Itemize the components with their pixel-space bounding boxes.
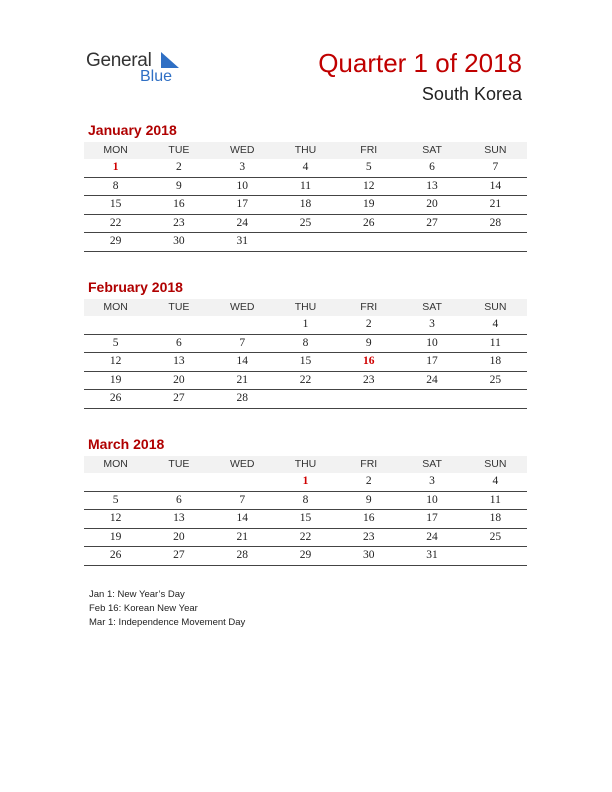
- date-cell: [400, 390, 463, 408]
- date-cell: [337, 390, 400, 408]
- weekday-label: SUN: [484, 301, 507, 313]
- date-cell: [147, 473, 210, 491]
- date-cell: 12: [109, 512, 122, 524]
- weekday-header-row: [84, 456, 527, 473]
- date-cell: 29: [299, 549, 312, 561]
- date-cell: 22: [299, 530, 312, 543]
- weekday-label: SUN: [484, 458, 507, 470]
- date-cell: 18: [299, 198, 312, 210]
- date-cell: 27: [426, 216, 438, 229]
- month-grid: [84, 142, 527, 252]
- date-cell: 21: [236, 373, 248, 386]
- date-cell: 11: [489, 336, 501, 349]
- date-cell: 25: [489, 530, 502, 543]
- date-cell: 19: [109, 373, 122, 386]
- date-cell: [274, 390, 337, 408]
- holiday-date-cell: 1: [112, 161, 119, 173]
- holiday-date-cell: 1: [302, 475, 309, 487]
- date-cell: 17: [236, 198, 248, 210]
- month-grid: [84, 456, 527, 566]
- date-cell: 25: [299, 216, 312, 229]
- date-cell: 24: [426, 530, 438, 543]
- month-block-march: [84, 435, 527, 566]
- date-cell: 26: [109, 549, 122, 561]
- week-row: [84, 215, 527, 234]
- holiday-note: Feb 16: Korean New Year: [89, 603, 198, 614]
- date-cell: [337, 233, 400, 251]
- date-cell: 13: [173, 355, 185, 367]
- date-cell: 17: [426, 355, 438, 367]
- week-row: [84, 372, 527, 391]
- weekday-label: SAT: [422, 144, 442, 156]
- date-cell: 22: [299, 373, 312, 386]
- week-row: [84, 233, 527, 252]
- date-cell: 9: [365, 336, 372, 349]
- date-cell: 14: [489, 179, 502, 192]
- date-cell: [84, 473, 147, 491]
- date-cell: 10: [236, 179, 248, 192]
- country-name: South Korea: [421, 84, 522, 104]
- date-cell: 19: [363, 198, 375, 210]
- date-cell: 6: [176, 336, 182, 349]
- date-cell: 6: [429, 161, 435, 173]
- date-cell: 26: [109, 392, 122, 404]
- date-cell: 13: [426, 179, 438, 192]
- week-row: [84, 196, 527, 215]
- date-cell: 10: [426, 493, 438, 506]
- month-title: February 2018: [88, 279, 183, 295]
- holiday-note: Jan 1: New Year’s Day: [89, 589, 185, 600]
- date-cell: 13: [173, 512, 185, 524]
- week-row: [84, 510, 527, 529]
- date-cell: 23: [363, 530, 375, 543]
- date-cell: 9: [176, 179, 182, 192]
- weekday-label: MON: [103, 458, 128, 470]
- weekday-label: WED: [229, 144, 255, 156]
- date-cell: 16: [173, 198, 185, 210]
- date-cell: 24: [426, 373, 438, 386]
- date-cell: 28: [236, 549, 248, 561]
- date-cell: 8: [112, 179, 119, 192]
- date-cell: [464, 547, 527, 565]
- date-cell: [211, 316, 274, 334]
- week-row: [84, 335, 527, 354]
- weekday-label: THU: [294, 301, 317, 313]
- weekday-label: MON: [103, 301, 128, 313]
- date-cell: 16: [363, 512, 375, 524]
- date-cell: 22: [109, 216, 122, 229]
- date-cell: 19: [109, 530, 122, 543]
- date-cell: 8: [302, 336, 309, 349]
- date-cell: 30: [173, 235, 185, 247]
- date-cell: [400, 233, 463, 251]
- date-cell: 10: [426, 336, 438, 349]
- week-row: [84, 492, 527, 511]
- date-cell: 28: [236, 392, 248, 404]
- weekday-label: FRI: [360, 301, 378, 313]
- week-row: [84, 547, 527, 566]
- weekday-label: THU: [294, 458, 317, 470]
- date-cell: 23: [363, 373, 375, 386]
- date-cell: 2: [365, 318, 372, 330]
- date-cell: 2: [365, 475, 372, 487]
- month-block-february: [84, 278, 527, 409]
- date-cell: 5: [365, 161, 372, 173]
- weekday-label: TUE: [168, 301, 190, 313]
- week-row: [84, 390, 527, 409]
- date-cell: 23: [173, 216, 185, 229]
- week-row: [84, 353, 527, 372]
- date-cell: 11: [489, 493, 501, 506]
- weekday-label: MON: [103, 144, 128, 156]
- date-cell: 24: [236, 216, 248, 229]
- weekday-header-row: [84, 142, 527, 159]
- date-cell: 1: [302, 318, 309, 330]
- date-cell: 27: [173, 392, 185, 404]
- weekday-label: SAT: [422, 458, 442, 470]
- date-cell: 12: [363, 179, 375, 192]
- date-cell: 12: [109, 355, 122, 367]
- weekday-label: WED: [229, 458, 255, 470]
- date-cell: 2: [176, 161, 182, 173]
- generalblue-logo: [86, 50, 196, 90]
- logo-text-blue: Blue: [140, 68, 173, 85]
- month-title: January 2018: [88, 122, 177, 138]
- date-cell: 6: [176, 493, 182, 506]
- weekday-label: FRI: [360, 144, 378, 156]
- date-cell: 8: [302, 493, 309, 506]
- date-cell: 26: [363, 216, 375, 229]
- month-grid: [84, 299, 527, 409]
- date-cell: [84, 316, 147, 334]
- date-cell: 5: [112, 336, 119, 349]
- month-block-january: [84, 121, 527, 252]
- date-cell: 14: [236, 355, 248, 367]
- date-cell: 17: [426, 512, 438, 524]
- date-cell: 14: [236, 512, 248, 524]
- date-cell: 5: [112, 493, 119, 506]
- date-cell: 4: [492, 318, 499, 330]
- date-cell: [274, 233, 337, 251]
- date-cell: [464, 233, 527, 251]
- week-row: [84, 529, 527, 548]
- date-cell: 20: [173, 530, 185, 543]
- holiday-date-cell: 16: [363, 355, 375, 367]
- weekday-label: WED: [229, 301, 255, 313]
- date-cell: 7: [492, 161, 499, 173]
- holiday-notes: [89, 588, 245, 630]
- logo-text-general: General: [86, 50, 152, 71]
- holiday-note: Mar 1: Independence Movement Day: [89, 617, 246, 628]
- page-title: Quarter 1 of 2018: [318, 48, 522, 78]
- weekday-header-row: [84, 299, 527, 316]
- weekday-label: TUE: [168, 458, 190, 470]
- week-row: [84, 159, 527, 178]
- date-cell: 4: [302, 161, 309, 173]
- weekday-label: FRI: [360, 458, 378, 470]
- date-cell: 15: [299, 512, 312, 524]
- date-cell: 20: [426, 198, 438, 210]
- date-cell: 15: [299, 355, 312, 367]
- date-cell: 27: [173, 549, 185, 561]
- date-cell: 3: [429, 475, 435, 487]
- week-row: [84, 178, 527, 197]
- weekday-label: THU: [294, 144, 317, 156]
- week-row: [84, 473, 527, 492]
- date-cell: 3: [239, 161, 246, 173]
- date-cell: 31: [426, 549, 438, 561]
- date-cell: [464, 390, 527, 408]
- date-cell: 21: [236, 530, 248, 543]
- date-cell: 30: [363, 549, 375, 561]
- date-cell: 28: [489, 216, 502, 229]
- date-cell: 25: [489, 373, 502, 386]
- date-cell: 31: [236, 235, 248, 247]
- date-cell: 18: [489, 512, 502, 524]
- date-cell: 3: [429, 318, 435, 330]
- weekday-label: SUN: [484, 144, 507, 156]
- date-cell: 7: [239, 336, 246, 349]
- weekday-label: SAT: [422, 301, 442, 313]
- date-cell: 15: [109, 198, 122, 210]
- date-cell: 20: [173, 373, 185, 386]
- date-cell: 7: [239, 493, 246, 506]
- weekday-label: TUE: [168, 144, 190, 156]
- date-cell: 29: [109, 235, 122, 247]
- date-cell: [147, 316, 210, 334]
- date-cell: 11: [299, 179, 312, 192]
- date-cell: [211, 473, 274, 491]
- week-row: [84, 316, 527, 335]
- date-cell: 9: [365, 493, 372, 506]
- month-title: March 2018: [88, 436, 165, 452]
- date-cell: 21: [489, 198, 502, 210]
- date-cell: 4: [492, 475, 499, 487]
- date-cell: 18: [489, 355, 502, 367]
